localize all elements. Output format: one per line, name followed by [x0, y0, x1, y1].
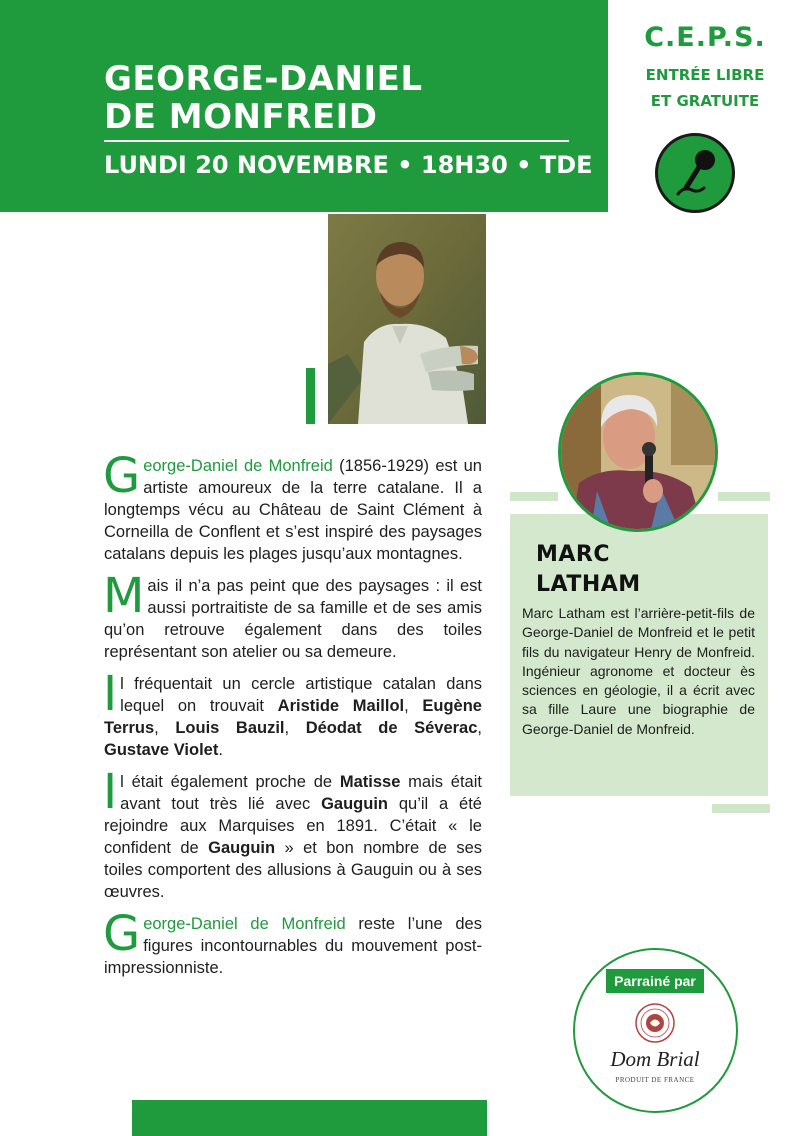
article-paragraph-1: George-Daniel de Monfreid (1856-1929) est un artiste amoureux de la terre catalane. Il a longtemps vécu au Château de Saint Clément à Corneilla de Conflent et s’est inspiré des paysages catalans depuis les plages jusqu’aux montagnes. — [103, 448, 482, 563]
sponsor-subline: PRODUIT DE FRANCE — [615, 1076, 695, 1084]
artist-name: eorge-Daniel de Monfreid — [143, 915, 346, 933]
artist-name-bold: Louis Bauzil — [175, 719, 285, 737]
event-date-time: LUNDI 20 NOVEMBRE • 18H30 • TDE — [104, 151, 593, 179]
entry-line-1: ENTRÉE LIBRE — [645, 66, 765, 84]
microphone-badge — [655, 133, 735, 213]
speaker-photo-frame — [558, 372, 718, 532]
header-divider — [104, 140, 569, 142]
dropcap: G — [103, 448, 141, 504]
title-line-1: GEORGE-DANIEL — [104, 59, 423, 99]
article-paragraph-4: Il était également proche de Matisse mais était avant tout très lié avec Gauguin qu’il a été rejoindre aux Marquises en 1891. C’était « le confident de Gauguin » et bon nombre de ses toiles comportent des allusions à Gauguin ou à ses œuvres. — [103, 764, 482, 901]
artist-name: eorge-Daniel de Monfreid — [143, 457, 333, 475]
accent-bar — [306, 368, 315, 424]
article-paragraph-2: Mais il n’a pas peint que des paysages : il est aussi portraitiste de sa famille et de ses amis qu’on retrouve également dans des toiles représentant son atelier ou sa demeure. — [103, 568, 482, 661]
dropcap: I — [103, 666, 118, 722]
sponsor-seal-logo — [634, 1002, 676, 1044]
decorative-line — [510, 492, 558, 501]
entry-line-2: ET GRATUITE — [650, 92, 760, 110]
artist-name-bold: Déodat de Séverac — [305, 719, 478, 737]
artist-name-bold: Matisse — [339, 773, 401, 791]
footer-bar — [132, 1100, 487, 1136]
article-body — [103, 448, 483, 989]
decorative-line — [718, 492, 770, 501]
article-paragraph-3: Il fréquentait un cercle artistique catalan dans lequel on trouvait Aristide Maillol, Eugène Terrus, Louis Bauzil, Déodat de Séverac, Gustave Violet. — [103, 666, 483, 759]
sponsor-brand: Dom Brial — [610, 1047, 700, 1071]
sponsor-label: Parrainé par — [606, 969, 704, 993]
page-title — [104, 60, 584, 136]
artist-name-bold: Eugène Terrus — [104, 697, 482, 737]
entry-info — [610, 62, 800, 114]
speaker-bio: Marc Latham est l’arrière-petit-fils de George-Daniel de Monfreid et le petit fils du navigateur Henry de Monfreid. Ingénieur agronome et docteur ès sciences en géologie, il a écrit avec sa fille Laure une biographie de George-Daniel de Monfreid. — [522, 605, 755, 737]
title-line-2: DE MONFREID — [104, 97, 378, 137]
artist-name-bold: Gauguin — [208, 839, 276, 857]
microphone-icon — [658, 136, 732, 210]
speaker-name — [536, 540, 736, 600]
artist-name-bold: Gustave Violet — [104, 741, 219, 759]
artist-name-bold: Gauguin — [321, 795, 389, 813]
speaker-last-name: LATHAM — [536, 572, 641, 597]
article-paragraph-5: George-Daniel de Monfreid reste l’une des figures incontournables du mouvement post-impressionniste. — [103, 906, 482, 977]
dropcap: G — [103, 906, 141, 962]
organizer-name: C.E.P.S. — [644, 22, 766, 53]
painted-self-portrait — [328, 214, 486, 424]
decorative-line — [712, 804, 770, 813]
artist-name-bold: Aristide Maillol — [277, 697, 405, 715]
speaker-first-name: MARC — [536, 542, 611, 567]
dropcap: I — [103, 764, 118, 820]
speaker-photo — [561, 375, 715, 529]
dropcap: M — [103, 568, 145, 624]
